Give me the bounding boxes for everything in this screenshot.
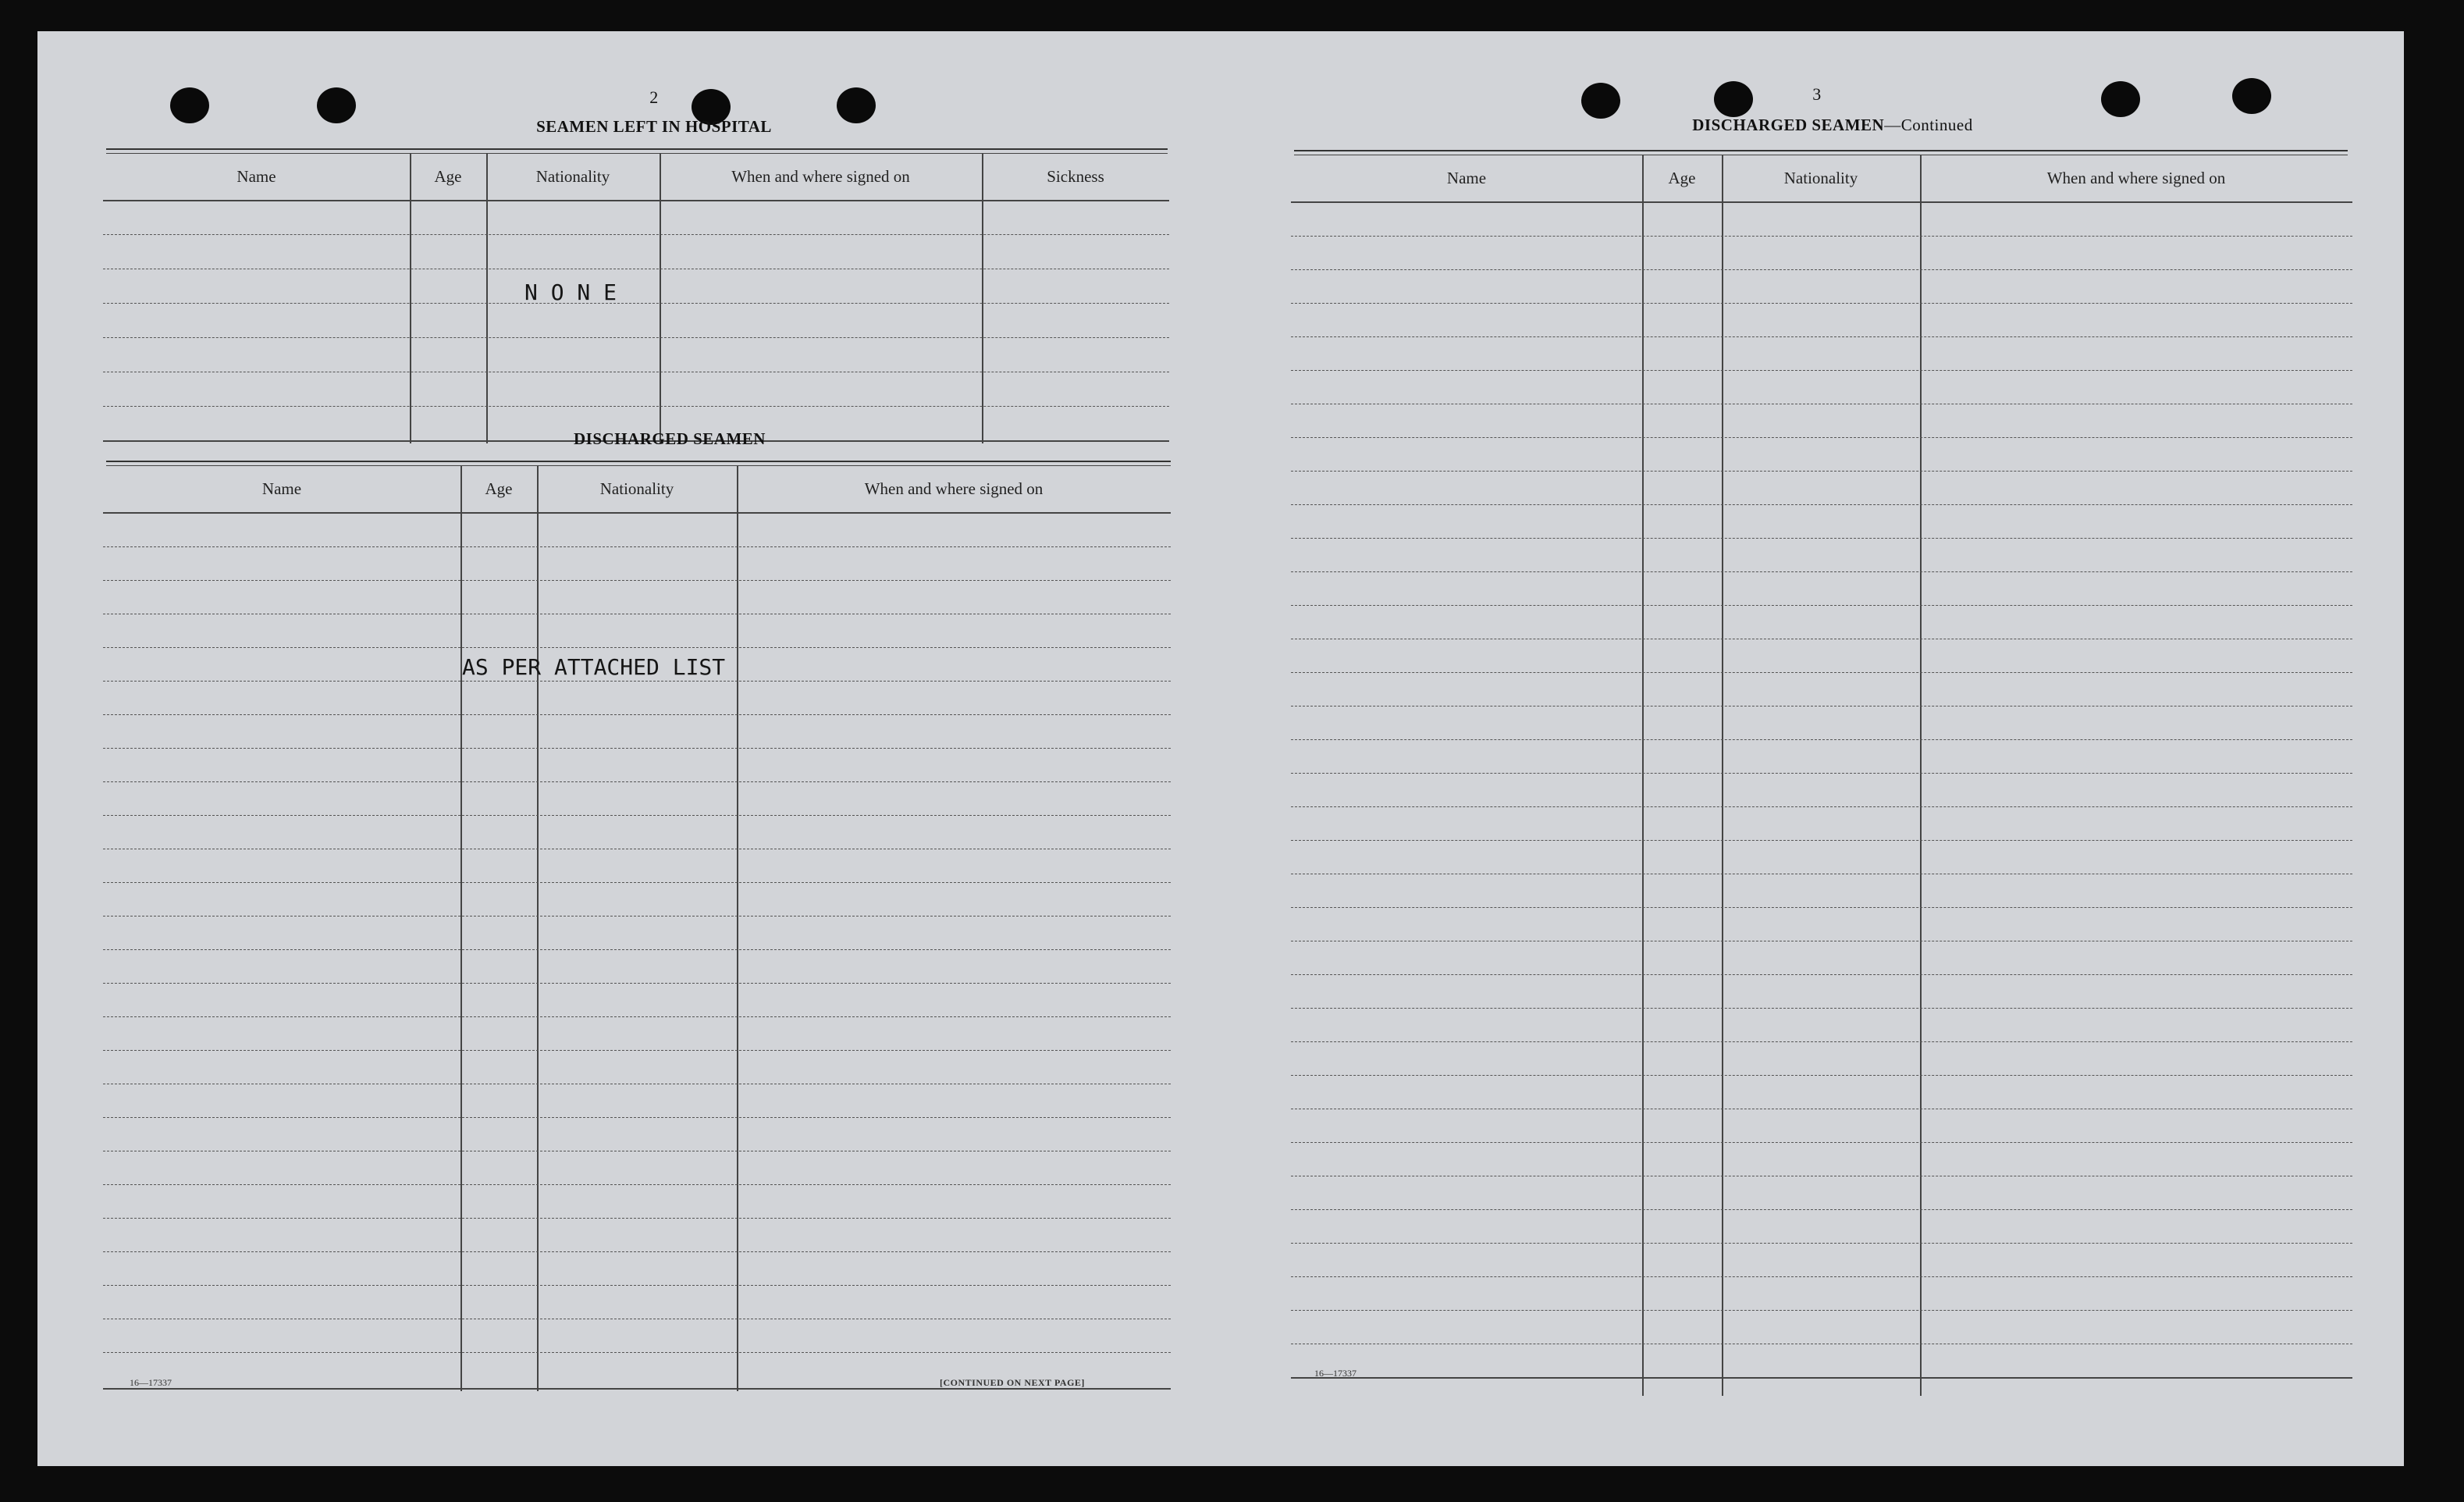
table-row bbox=[1291, 1243, 2352, 1244]
table-row bbox=[1291, 504, 2352, 505]
table-row bbox=[103, 1285, 1171, 1286]
right-discharged-table bbox=[1291, 155, 2352, 1396]
table-row bbox=[103, 781, 1171, 782]
table-row bbox=[103, 337, 1169, 338]
table-row bbox=[1291, 538, 2352, 539]
col-header-name: Name bbox=[236, 166, 276, 186]
discharged-section-title: DISCHARGED SEAMEN bbox=[574, 429, 766, 448]
column-divider bbox=[982, 153, 983, 443]
table-row bbox=[1291, 1142, 2352, 1143]
table-row bbox=[103, 303, 1169, 304]
col-header-sickness: Sickness bbox=[1047, 166, 1104, 186]
table-row bbox=[1291, 269, 2352, 270]
table-row bbox=[103, 406, 1169, 407]
right-top-rule bbox=[1294, 150, 2348, 151]
table-row bbox=[103, 983, 1171, 984]
table-row bbox=[1291, 236, 2352, 237]
column-divider bbox=[660, 153, 661, 443]
discharged-top-rule bbox=[106, 461, 1171, 462]
right-section-title-main: DISCHARGED SEAMEN bbox=[1692, 116, 1885, 134]
hospital-typed-entry: N O N E bbox=[524, 279, 617, 305]
table-row bbox=[1291, 471, 2352, 472]
table-row bbox=[1291, 370, 2352, 371]
table-row bbox=[103, 815, 1171, 816]
table-row bbox=[1291, 907, 2352, 908]
column-divider bbox=[460, 465, 462, 1391]
col-header-age: Age bbox=[485, 479, 513, 498]
hospital-top-rule bbox=[106, 148, 1168, 150]
table-row bbox=[1291, 773, 2352, 774]
table-row bbox=[1291, 672, 2352, 673]
table-row bbox=[1291, 303, 2352, 304]
discharged-typed-entry: AS PER ATTACHED LIST bbox=[462, 654, 726, 680]
punch-hole bbox=[2101, 81, 2140, 117]
col-header-nationality: Nationality bbox=[599, 479, 674, 498]
table-row bbox=[1291, 336, 2352, 337]
table-row bbox=[103, 949, 1171, 950]
column-divider bbox=[737, 465, 738, 1391]
table-row bbox=[103, 234, 1169, 235]
form-code-right: 16—17337 bbox=[1314, 1368, 1356, 1379]
table-row bbox=[1291, 1008, 2352, 1009]
punch-hole bbox=[170, 87, 209, 123]
table-row bbox=[1291, 605, 2352, 606]
table-row bbox=[1291, 706, 2352, 707]
table-row bbox=[103, 1117, 1171, 1118]
discharged-table bbox=[103, 465, 1171, 1391]
table-row bbox=[103, 647, 1171, 648]
table-row bbox=[103, 1016, 1171, 1017]
column-divider bbox=[537, 465, 539, 1391]
page-number-left: 2 bbox=[649, 87, 659, 107]
header-underline bbox=[103, 512, 1171, 514]
table-row bbox=[1291, 739, 2352, 740]
table-row bbox=[1291, 974, 2352, 975]
table-row bbox=[103, 1184, 1171, 1185]
col-header-age: Age bbox=[1668, 168, 1696, 187]
col-header-name: Name bbox=[261, 479, 302, 498]
table-row bbox=[103, 1050, 1171, 1051]
table-row bbox=[103, 546, 1171, 547]
form-code-left: 16—17337 bbox=[130, 1377, 172, 1388]
header-underline bbox=[1291, 201, 2352, 203]
table-row bbox=[1291, 840, 2352, 841]
table-row bbox=[103, 580, 1171, 581]
table-row bbox=[103, 882, 1171, 883]
right-section-title bbox=[1591, 116, 2075, 135]
col-header-signed-on: When and where signed on bbox=[731, 166, 910, 186]
table-row bbox=[1291, 1075, 2352, 1076]
col-header-nationality: Nationality bbox=[535, 166, 610, 186]
punch-hole bbox=[317, 87, 356, 123]
continued-note: [CONTINUED ON NEXT PAGE] bbox=[940, 1377, 1085, 1388]
table-row bbox=[103, 1352, 1171, 1353]
punch-hole bbox=[1581, 83, 1620, 119]
col-header-signed-on: When and where signed on bbox=[864, 479, 1044, 498]
column-divider bbox=[410, 153, 411, 443]
hospital-table bbox=[103, 153, 1169, 443]
table-row bbox=[1291, 1276, 2352, 1277]
column-divider bbox=[486, 153, 488, 443]
right-section-title-suffix: —Continued bbox=[1884, 116, 1973, 134]
col-header-signed-on: When and where signed on bbox=[2046, 168, 2226, 187]
table-row bbox=[1291, 1310, 2352, 1311]
punch-hole bbox=[2232, 78, 2271, 114]
table-row bbox=[103, 1251, 1171, 1252]
col-header-name: Name bbox=[1446, 168, 1487, 187]
table-row bbox=[103, 681, 1171, 682]
col-header-age: Age bbox=[434, 166, 462, 186]
table-row bbox=[1291, 437, 2352, 438]
table-row bbox=[1291, 1041, 2352, 1042]
header-underline bbox=[103, 200, 1169, 201]
table-row bbox=[103, 748, 1171, 749]
punch-hole bbox=[1714, 81, 1753, 117]
table-row bbox=[103, 714, 1171, 715]
table-row bbox=[1291, 1209, 2352, 1210]
table-row bbox=[103, 1218, 1171, 1219]
form-sheet bbox=[37, 31, 2404, 1466]
hospital-section-title: SEAMEN LEFT IN HOSPITAL bbox=[536, 117, 772, 136]
table-bottom-rule bbox=[1291, 1377, 2352, 1379]
page-number-right: 3 bbox=[1812, 84, 1822, 104]
col-header-nationality: Nationality bbox=[1783, 168, 1858, 187]
table-row bbox=[1291, 806, 2352, 807]
table-row bbox=[103, 916, 1171, 917]
table-row bbox=[1291, 571, 2352, 572]
